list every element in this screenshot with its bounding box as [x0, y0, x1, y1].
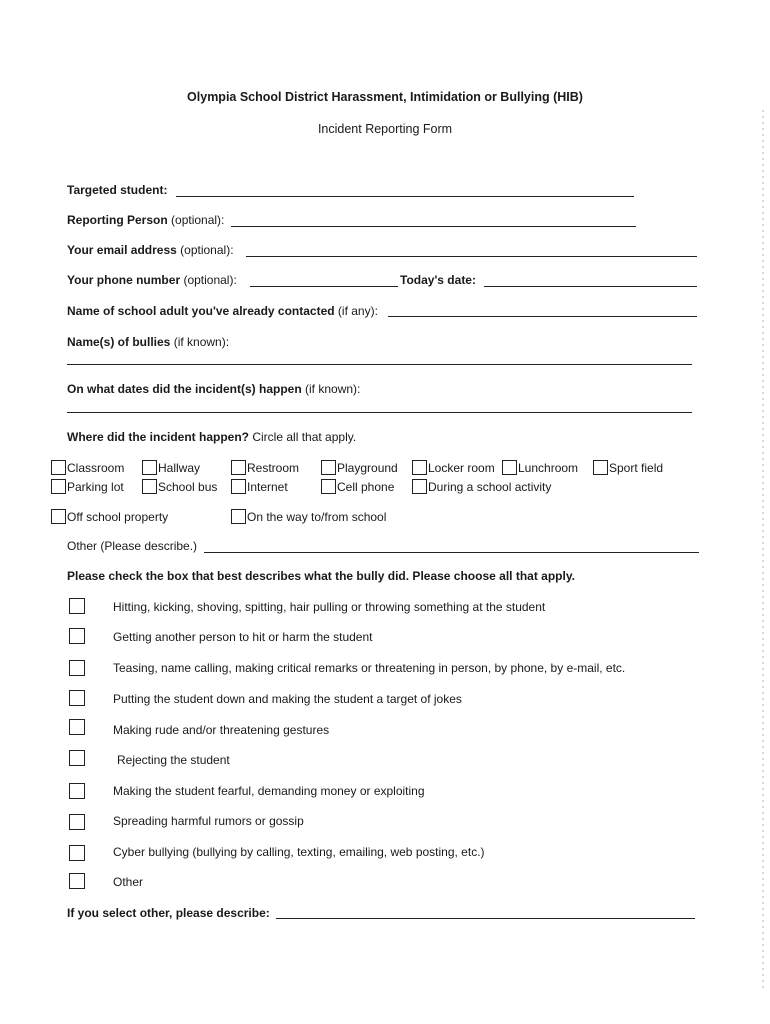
other-behavior-field[interactable]: [276, 918, 695, 919]
behavior-checkbox-4[interactable]: [69, 690, 85, 706]
behavior-checkbox-2[interactable]: [69, 628, 85, 644]
restroom-label: Restroom: [247, 461, 300, 475]
behavior-checkbox-7[interactable]: [69, 783, 85, 799]
bullies-label: Name(s) of bullies (if known):: [67, 335, 230, 349]
phone-field[interactable]: [250, 286, 398, 287]
behavior-label-3: Teasing, name calling, making critical remarks or threatening in person, by phone, by e-mail, etc.: [113, 661, 626, 675]
targeted-student-field[interactable]: [176, 196, 634, 197]
behavior-label-8: Spreading harmful rumors or gossip: [113, 814, 304, 828]
behavior-checkbox-5[interactable]: [69, 719, 85, 735]
school-adult-label: Name of school adult you've already contacted (if any):: [67, 304, 378, 318]
school-bus-label: School bus: [158, 480, 218, 494]
dates-field[interactable]: [67, 412, 692, 413]
other-location-label: Other (Please describe.): [67, 539, 198, 553]
lunchroom-checkbox[interactable]: [502, 460, 517, 475]
off-school-property-label: Off school property: [67, 510, 169, 524]
parking-lot-label: Parking lot: [67, 480, 124, 494]
behavior-label-2: Getting another person to hit or harm the student: [113, 630, 373, 644]
scan-edge-artifact: [762, 110, 764, 990]
playground-label: Playground: [337, 461, 398, 475]
classroom-label: Classroom: [67, 461, 125, 475]
off-school-property-checkbox[interactable]: [51, 509, 66, 524]
way-to-from-school-label: On the way to/from school: [247, 510, 387, 524]
form-title: Olympia School District Harassment, Intimidation or Bullying (HIB): [187, 90, 583, 104]
targeted-student-label: Targeted student:: [67, 183, 168, 197]
reporting-person-label: Reporting Person (optional):: [67, 213, 225, 227]
internet-checkbox[interactable]: [231, 479, 246, 494]
dates-label: On what dates did the incident(s) happen (if known):: [67, 382, 361, 396]
sport-field-checkbox[interactable]: [593, 460, 608, 475]
reporting-person-field[interactable]: [231, 226, 636, 227]
school-activity-checkbox[interactable]: [412, 479, 427, 494]
behavior-checkbox-9[interactable]: [69, 845, 85, 861]
behavior-checkbox-8[interactable]: [69, 814, 85, 830]
email-field[interactable]: [246, 256, 697, 257]
behavior-label-4: Putting the student down and making the student a target of jokes: [113, 692, 462, 706]
behavior-label-7: Making the student fearful, demanding money or exploiting: [113, 784, 425, 798]
restroom-checkbox[interactable]: [231, 460, 246, 475]
hallway-checkbox[interactable]: [142, 460, 157, 475]
location-question: Where did the incident happen? Circle all that apply.: [67, 430, 357, 444]
todays-date-label: Today's date:: [400, 273, 476, 287]
internet-label: Internet: [247, 480, 288, 494]
sport-field-label: Sport field: [609, 461, 664, 475]
behavior-label-5: Making rude and/or threatening gestures: [113, 723, 330, 737]
behavior-checkbox-1[interactable]: [69, 598, 85, 614]
hallway-label: Hallway: [158, 461, 201, 475]
parking-lot-checkbox[interactable]: [51, 479, 66, 494]
form-subtitle: Incident Reporting Form: [317, 122, 453, 136]
cell-phone-label: Cell phone: [337, 480, 395, 494]
school-adult-field[interactable]: [388, 316, 697, 317]
behavior-checkbox-3[interactable]: [69, 660, 85, 676]
behavior-label-6: Rejecting the student: [117, 753, 230, 767]
behavior-checkbox-10[interactable]: [69, 873, 85, 889]
behavior-label-10: Other: [113, 875, 144, 889]
locker-room-checkbox[interactable]: [412, 460, 427, 475]
classroom-checkbox[interactable]: [51, 460, 66, 475]
way-to-from-school-checkbox[interactable]: [231, 509, 246, 524]
locker-room-label: Locker room: [428, 461, 495, 475]
behavior-question: Please check the box that best describes what the bully did. Please choose all that apply.: [67, 569, 575, 583]
cell-phone-checkbox[interactable]: [321, 479, 336, 494]
behavior-checkbox-6[interactable]: [69, 750, 85, 766]
todays-date-field[interactable]: [484, 286, 697, 287]
school-bus-checkbox[interactable]: [142, 479, 157, 494]
other-location-field[interactable]: [204, 552, 699, 553]
email-label: Your email address (optional):: [67, 243, 234, 257]
playground-checkbox[interactable]: [321, 460, 336, 475]
phone-label: Your phone number (optional):: [67, 273, 237, 287]
school-activity-label: During a school activity: [428, 480, 552, 494]
behavior-label-1: Hitting, kicking, shoving, spitting, hair pulling or throwing something at the student: [113, 600, 546, 614]
other-behavior-label: If you select other, please describe:: [67, 906, 270, 920]
behavior-label-9: Cyber bullying (bullying by calling, texting, emailing, web posting, etc.): [113, 845, 485, 859]
lunchroom-label: Lunchroom: [518, 461, 579, 475]
bullies-field[interactable]: [67, 364, 692, 365]
